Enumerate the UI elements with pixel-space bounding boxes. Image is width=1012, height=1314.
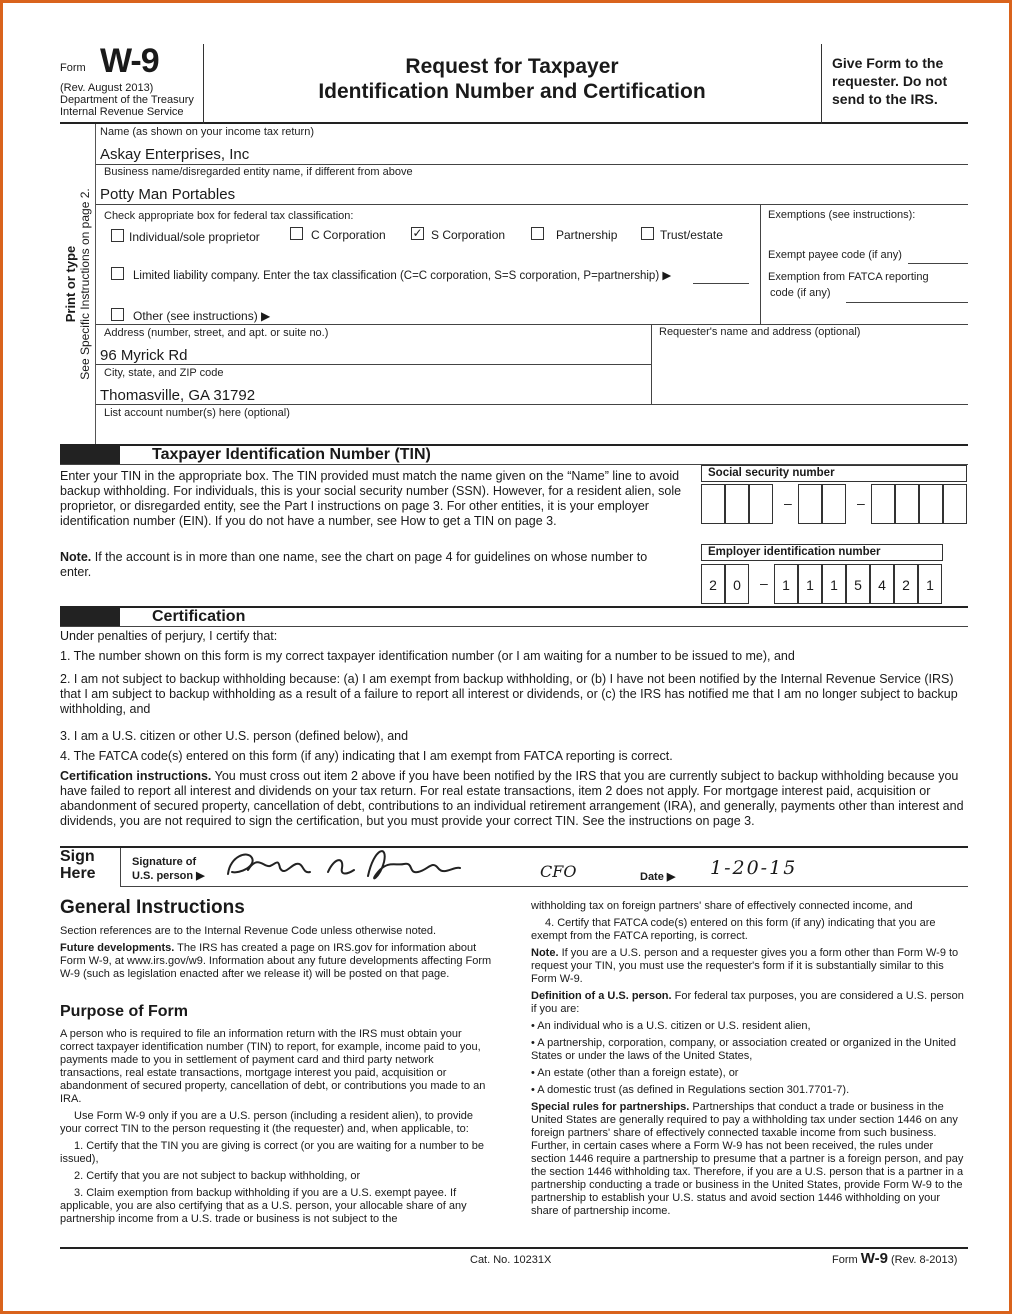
general-right-column: withholding tax on foreign partners' share of effectively connected income, and 4. Certify that FATCA code(s) entered on this form (if any) indicating that you are exempt from the FATCA reporting, is correct. Note. If you are a U.S. person and a requester gives you a form other than Form W-9 to request your TIN, you must use the requester's form if it is substantially similar to this Form W-9. Definition of a U.S. person. For federal tax purposes, you are considered a U.S. person if you are: • An individual who is a U.S. citizen or U.S. resident alien, • A partnership, corporation, company, or association created or organized in the United States or under the laws of the United States, • An estate (other than a foreign estate), or • A domestic trust (as defined in Regulations section 301.7701-7). Special rules for partnerships. Partnerships that conduct a trade or business in the United States are generally required to pay a withholding tax under section 1446 on any foreign partners' share of effectively connected taxable income from such business. Further, in certain cases where a Form W-9 has not been received, the rules under section 1446 require a partnership to presume that a partner is a foreign person, and pay the section 1446 withholding tax. Therefore, if you are a U.S. person that is a partner in a partnership conducting a trade or business in the United States, provide Form W-9 to the partnership to establish your U.S. status and avoid section 1446 withholding on your share of partnership income. [531, 900, 964, 1217]
fatca-code-label: code (if any) [770, 287, 831, 299]
form-label: Form [60, 62, 86, 74]
give-form-note: Give Form to the requester. Do not send to the IRS. [832, 55, 948, 107]
name-field[interactable]: Askay Enterprises, Inc [100, 146, 250, 163]
s-corporation-checkbox[interactable]: ✓ [412, 226, 423, 240]
name-label: Name (as shown on your income tax return) [100, 126, 314, 138]
certification-item-2: 2. I am not subject to backup withholding because: (a) I am exempt from backup withholding, or (b) I have not been notified by the Internal Revenue Service (IRS) that I am subject to backup withholding as a result of a failure to report all interest or dividends, or (c) the IRS has notified me that I am no longer subject to backup withholding, and [60, 672, 958, 716]
general-left-column: Section references are to the Internal Revenue Code unless otherwise noted. Future developments. The IRS has created a page on IRS.gov for information about Form W-9, at www.irs.gov/w9. Information about any future developments affecting Form W-9 (such as legislation enacted after we release it) will be posted on that page. [60, 925, 492, 980]
sidebar-print-or-type: Print or type [63, 245, 78, 323]
address-label: Address (number, street, and apt. or suite no.) [104, 327, 329, 339]
footer-form-id: Form W-9 (Rev. 8-2013) [832, 1250, 958, 1267]
part-2-header [60, 606, 968, 626]
sidebar-see-instructions: See Specific Instructions on page 2. [78, 188, 92, 380]
s-corporation-checkbox-label: S Corporation [431, 228, 506, 242]
ein-digit[interactable]: 2 [894, 564, 918, 604]
form-title: Request for Taxpayer Identification Number and Certification [318, 55, 706, 103]
general-instructions-heading: General Instructions [60, 897, 245, 918]
exempt-payee-label: Exempt payee code (if any) [768, 249, 902, 261]
business-name-label: Business name/disregarded entity name, if different from above [104, 166, 413, 178]
partnership-checkbox[interactable] [531, 227, 544, 240]
form-header [60, 40, 968, 124]
individual-checkbox[interactable] [111, 229, 124, 242]
individual-checkbox-label: Individual/sole proprietor [129, 230, 260, 244]
trust-estate-checkbox-label: Trust/estate [660, 228, 723, 242]
certification-intro: Under penalties of perjury, I certify that: [60, 629, 278, 643]
c-corporation-checkbox[interactable] [290, 227, 303, 240]
signature-date[interactable]: 1-20-15 [710, 857, 798, 879]
requester-label: Requester's name and address (optional) [659, 326, 861, 338]
signature-label: Signature of U.S. person ▶ [132, 856, 205, 882]
part-2-title: Certification [152, 608, 246, 625]
sign-here: Sign Here [60, 848, 96, 882]
ein-digit[interactable]: 1 [798, 564, 822, 604]
tin-note: Note. If the account is in more than one name, see the chart on page 4 for guidelines on whose number to enter. [60, 550, 648, 579]
llc-checkbox[interactable] [111, 267, 124, 280]
certification-instructions: Certification instructions. You must cross out item 2 above if you have been notified by the IRS that you are currently subject to backup withholding because you have failed to report all interest and dividends on your tax return. For real estate transactions, item 2 does not apply. For mortgage interest paid, acquisition or abandonment of secured property, cancellation of debt, contributions to an individual retirement arrangement (IRA), and generally, payments other than interest and dividends, you are not required to sign the certification, but you must provide your correct TIN. See the instructions on page 3. [60, 769, 964, 828]
header-divider [821, 44, 822, 124]
business-name-field[interactable]: Potty Man Portables [100, 186, 236, 203]
other-label: Other (see instructions) ▶ [133, 309, 271, 323]
part-1-title: Taxpayer Identification Number (TIN) [152, 446, 431, 463]
part-1-header [60, 444, 968, 464]
ein-digit[interactable]: 4 [870, 564, 894, 604]
form-number: W-9 [100, 42, 159, 80]
catalog-number: Cat. No. 10231X [470, 1254, 552, 1266]
certification-item-4: 4. The FATCA code(s) entered on this form (if any) indicating that I am exempt from FATCA reporting is correct. [60, 749, 673, 763]
llc-label: Limited liability company. Enter the tax classification (C=C corporation, S=S corporation, P=partnership) ▶ [133, 270, 672, 282]
signer-title: CFO [540, 862, 577, 881]
fatca-label: Exemption from FATCA reporting [768, 271, 929, 283]
signature[interactable] [218, 844, 548, 888]
c-corporation-checkbox-label: C Corporation [311, 228, 386, 242]
address-field[interactable]: 96 Myrick Rd [100, 347, 188, 364]
partnership-checkbox-label: Partnership [556, 228, 618, 242]
print-or-type-sidebar [60, 124, 96, 444]
city-label: City, state, and ZIP code [104, 367, 224, 379]
ein-digit[interactable]: 1 [774, 564, 798, 604]
purpose-heading: Purpose of Form [60, 1003, 189, 1020]
ein-digit[interactable]: 1 [918, 564, 942, 604]
ein-digit[interactable]: 1 [822, 564, 846, 604]
ein-label: Employer identification number [701, 544, 943, 561]
account-label: List account number(s) here (optional) [104, 407, 290, 419]
tin-instructions: Enter your TIN in the appropriate box. The TIN provided must match the name given on the “Name” line to avoid backup withholding. For individuals, this is your social security number (SSN). However, for a resident alien, sole proprietor, or disregarded entity, see the Part I instructions on page 3. For other entities, it is your employer identification number (EIN). If you do not have a number, see How to get a TIN on page 3. [60, 469, 682, 528]
ein-digit[interactable]: 2 [701, 564, 725, 604]
date-label: Date ▶ [640, 871, 676, 883]
form-revision: (Rev. August 2013) Department of the Treasury Internal Revenue Service [60, 82, 194, 118]
purpose-column: A person who is required to file an information return with the IRS must obtain your correct taxpayer identification number (TIN) to report, for example, income paid to you, payments made to you in settlement of payment card and third party network transactions, real estate transactions, mortgage interest you paid, acquisition or abandonment of secured property, cancellation of debt, or contributions you made to an IRA. Use Form W-9 only if you are a U.S. person (including a resident alien), to provide your correct TIN to the person requesting it (the requester) and, when applicable, to: 1. Certify that the TIN you are giving is correct (or you are waiting for a number to be issued), 2. Certify that you are not subject to backup withholding, or 3. Claim exemption from backup withholding if you are a U.S. exempt payee. If applicable, you are also certifying that as a U.S. person, your allocable share of any partnership income from a U.S. trade or business is not subject to the [60, 1028, 486, 1225]
exemptions-label: Exemptions (see instructions): [768, 209, 916, 221]
ssn-label: Social security number [701, 465, 967, 482]
trust-estate-checkbox[interactable] [641, 227, 654, 240]
other-checkbox[interactable] [111, 308, 124, 321]
ein-digit[interactable]: 0 [725, 564, 749, 604]
certification-item-1: 1. The number shown on this form is my correct taxpayer identification number (or I am waiting for a number to be issued to me), and [60, 649, 795, 663]
certification-item-3: 3. I am a U.S. citizen or other U.S. person (defined below), and [60, 729, 409, 743]
ein-digit[interactable]: 5 [846, 564, 870, 604]
classification-label: Check appropriate box for federal tax classification: [104, 210, 354, 222]
city-state-zip-field[interactable]: Thomasville, GA 31792 [100, 387, 256, 404]
